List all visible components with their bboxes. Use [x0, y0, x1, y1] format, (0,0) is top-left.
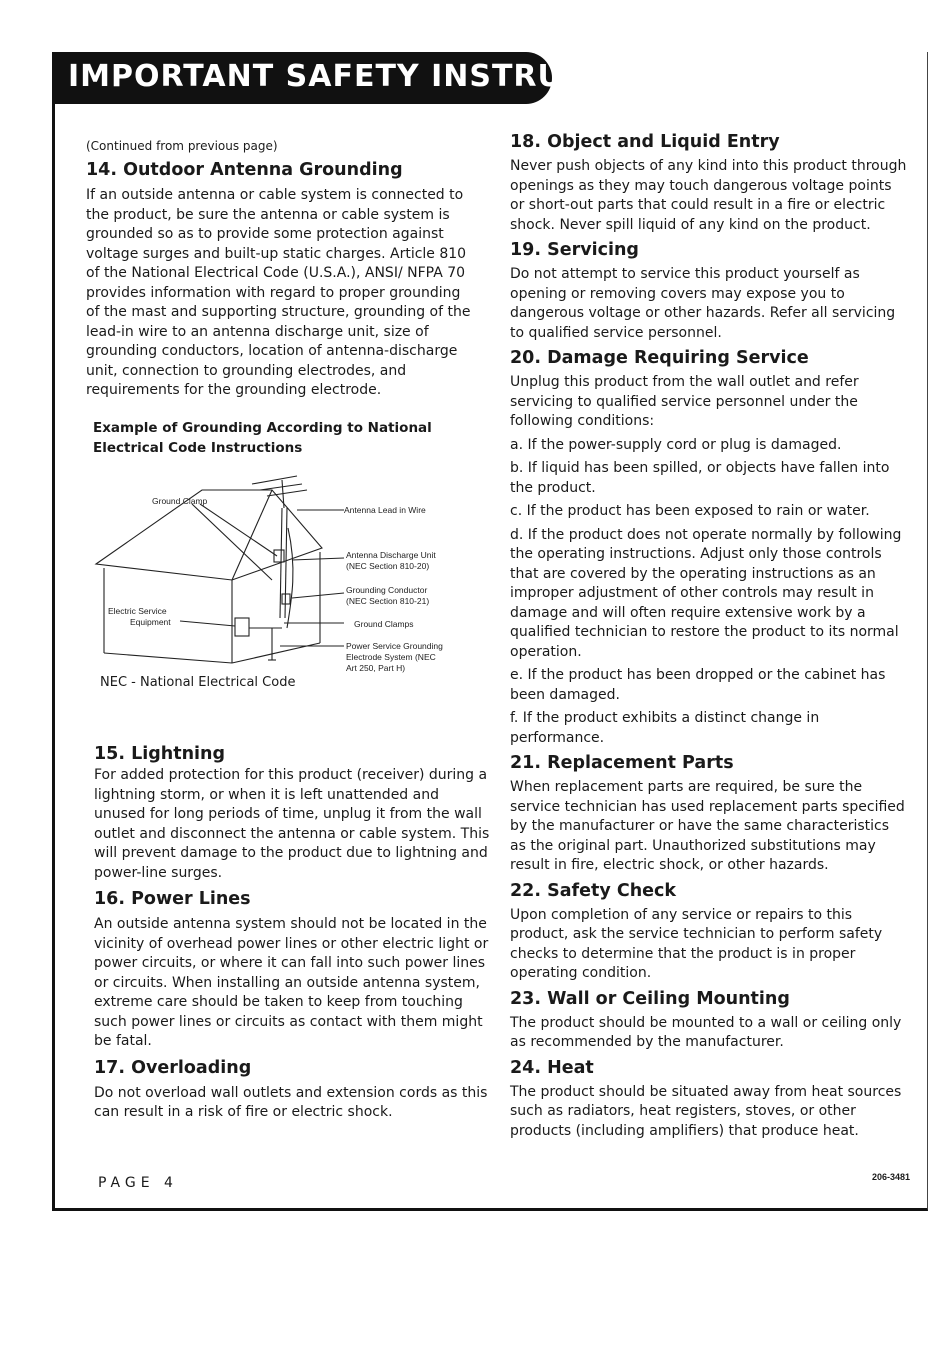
label-lead-in-wire: Antenna Lead in Wire: [344, 505, 426, 515]
section-16-body: An outside antenna system should not be located in the vicinity of overhead power lines or other electric light or power circuits, or where it can fall into such power lines or circuits. When installing an outside antenna system, extreme care should be taken to keep from touching such power lines or circuits as contact with them might be fatal.: [94, 916, 489, 1049]
section-23-body: The product should be mounted to a wall or ceiling only as recommended by the manufacturer.: [510, 1014, 902, 1050]
section-18-heading: 18. Object and Liquid Entry: [510, 132, 780, 152]
label-grounding-conductor: Grounding Conductor: [346, 585, 428, 595]
label-ground-clamps: Ground Clamps: [354, 619, 414, 629]
label-discharge-unit: Antenna Discharge Unit: [346, 550, 436, 560]
label-power-service-2: Electrode System (NEC: [346, 652, 436, 662]
section-15-heading: 15. Lightning: [94, 744, 226, 764]
section-22-heading: 22. Safety Check: [510, 880, 677, 901]
section-14-heading: 14. Outdoor Antenna Grounding: [86, 160, 403, 180]
figure-title-block: [93, 418, 478, 458]
section-21-heading: 21. Replacement Parts: [510, 753, 734, 773]
section-20-item-e: e. If the product has been dropped or the cabinet has been damaged.: [510, 667, 886, 703]
section-20-item-d: d. If the product does not operate normally by following the operating instructions. Adjust only those controls that are covered by the operating instructions as an improper adjustment of other controls may result in damage and will often require extensive work by a qualified technician to restore the product to its normal operation.: [510, 526, 902, 660]
label-power-service-3: Art 250, Part H): [346, 663, 406, 673]
grounding-diagram: [92, 468, 472, 678]
section-24-body: The product should be situated away from heat sources such as radiators, heat registers, stoves, or other products (including amplifiers) that produce heat.: [510, 1083, 902, 1139]
figure-caption: NEC - National Electrical Code: [100, 675, 296, 690]
section-20-item-b: b. If liquid has been spilled, or objects have fallen into the product.: [510, 460, 890, 496]
page-title: IMPORTANT SAFETY INSTRUCTIONS: [68, 59, 695, 94]
label-power-service-1: Power Service Grounding: [346, 641, 443, 651]
section-20-heading: 20. Damage Requiring Service: [510, 348, 809, 368]
section-14-body: If an outside antenna or cable system is connected to the product, be sure the antenna or cable system is grounded so as to provide some protection against voltage surges and built-up static charges. Article 810 of the National Electrical Code (U.S.A.), ANSI/ NFPA 70 provides information with regard to proper grounding of the mast and supporting structure, grounding of the lead-in wire to an antenna discharge unit, size of grounding conductors, location of antenna-discharge unit, connection to grounding electrodes, and requirements for the grounding electrode.: [86, 187, 471, 398]
label-conductor-section: (NEC Section 810-21): [346, 596, 430, 606]
section-22-body: Upon completion of any service or repairs to this product, ask the service technician to perform safety checks to determine that the product is in proper operating condition.: [510, 906, 883, 981]
figure-title: Example of Grounding According to National Electrical Code Instructions: [93, 420, 432, 456]
label-equipment: Equipment: [130, 617, 171, 627]
section-24-heading: 24. Heat: [510, 1057, 594, 1078]
section-20-item-a: a. If the power-supply cord or plug is damaged.: [510, 436, 842, 453]
left-column-lower: [94, 742, 492, 1123]
section-23-heading: 23. Wall or Ceiling Mounting: [510, 988, 790, 1009]
section-20-intro: Unplug this product from the wall outlet and refer servicing to qualified service personnel under the following conditions:: [510, 374, 859, 429]
section-15-body: For added protection for this product (receiver) during a lightning storm, or when it is left unattended and unused for long periods of time, unplug it from the wall outlet and disconnect the antenna or cable system. This will prevent damage to the product due to lightning and power-line surges.: [94, 767, 490, 881]
label-ground-clamp: Ground Clamp: [152, 496, 208, 506]
section-17-body: Do not overload wall outlets and extension cords as this can result in a risk of fire or electric shock.: [94, 1084, 488, 1120]
section-19-heading: 19. Servicing: [510, 240, 639, 260]
section-18-body: Never push objects of any kind into this product through openings as they may touch dangerous voltage points or short-out parts that could result in a fire or electric shock. Never spill liquid of any kind on the product.: [510, 158, 907, 233]
section-19-body: Do not attempt to service this product yourself as opening or removing covers may expose you to dangerous voltage or other hazards. Refer all servicing to qualified service personnel.: [510, 266, 896, 341]
section-17-heading: 17. Overloading: [94, 1057, 252, 1078]
document-code: 206-3481: [872, 1172, 911, 1182]
right-column: [510, 130, 908, 1141]
page-number: PAGE 4: [98, 1175, 178, 1191]
label-electric-service: Electric Service: [108, 606, 167, 616]
label-discharge-section: (NEC Section 810-20): [346, 561, 430, 571]
section-16-heading: 16. Power Lines: [94, 889, 251, 909]
section-21-body: When replacement parts are required, be sure the service technician has used replacement parts specified by the manufacturer or have the same characteristics as the original part. Unauthorized substitutions may result in fire, electric shock, or other hazards.: [510, 779, 905, 873]
left-column: [86, 138, 478, 401]
section-20-item-f: f. If the product exhibits a distinct change in performance.: [510, 710, 820, 746]
continued-note: (Continued from previous page): [86, 139, 278, 153]
section-20-item-c: c. If the product has been exposed to rain or water.: [510, 503, 870, 519]
